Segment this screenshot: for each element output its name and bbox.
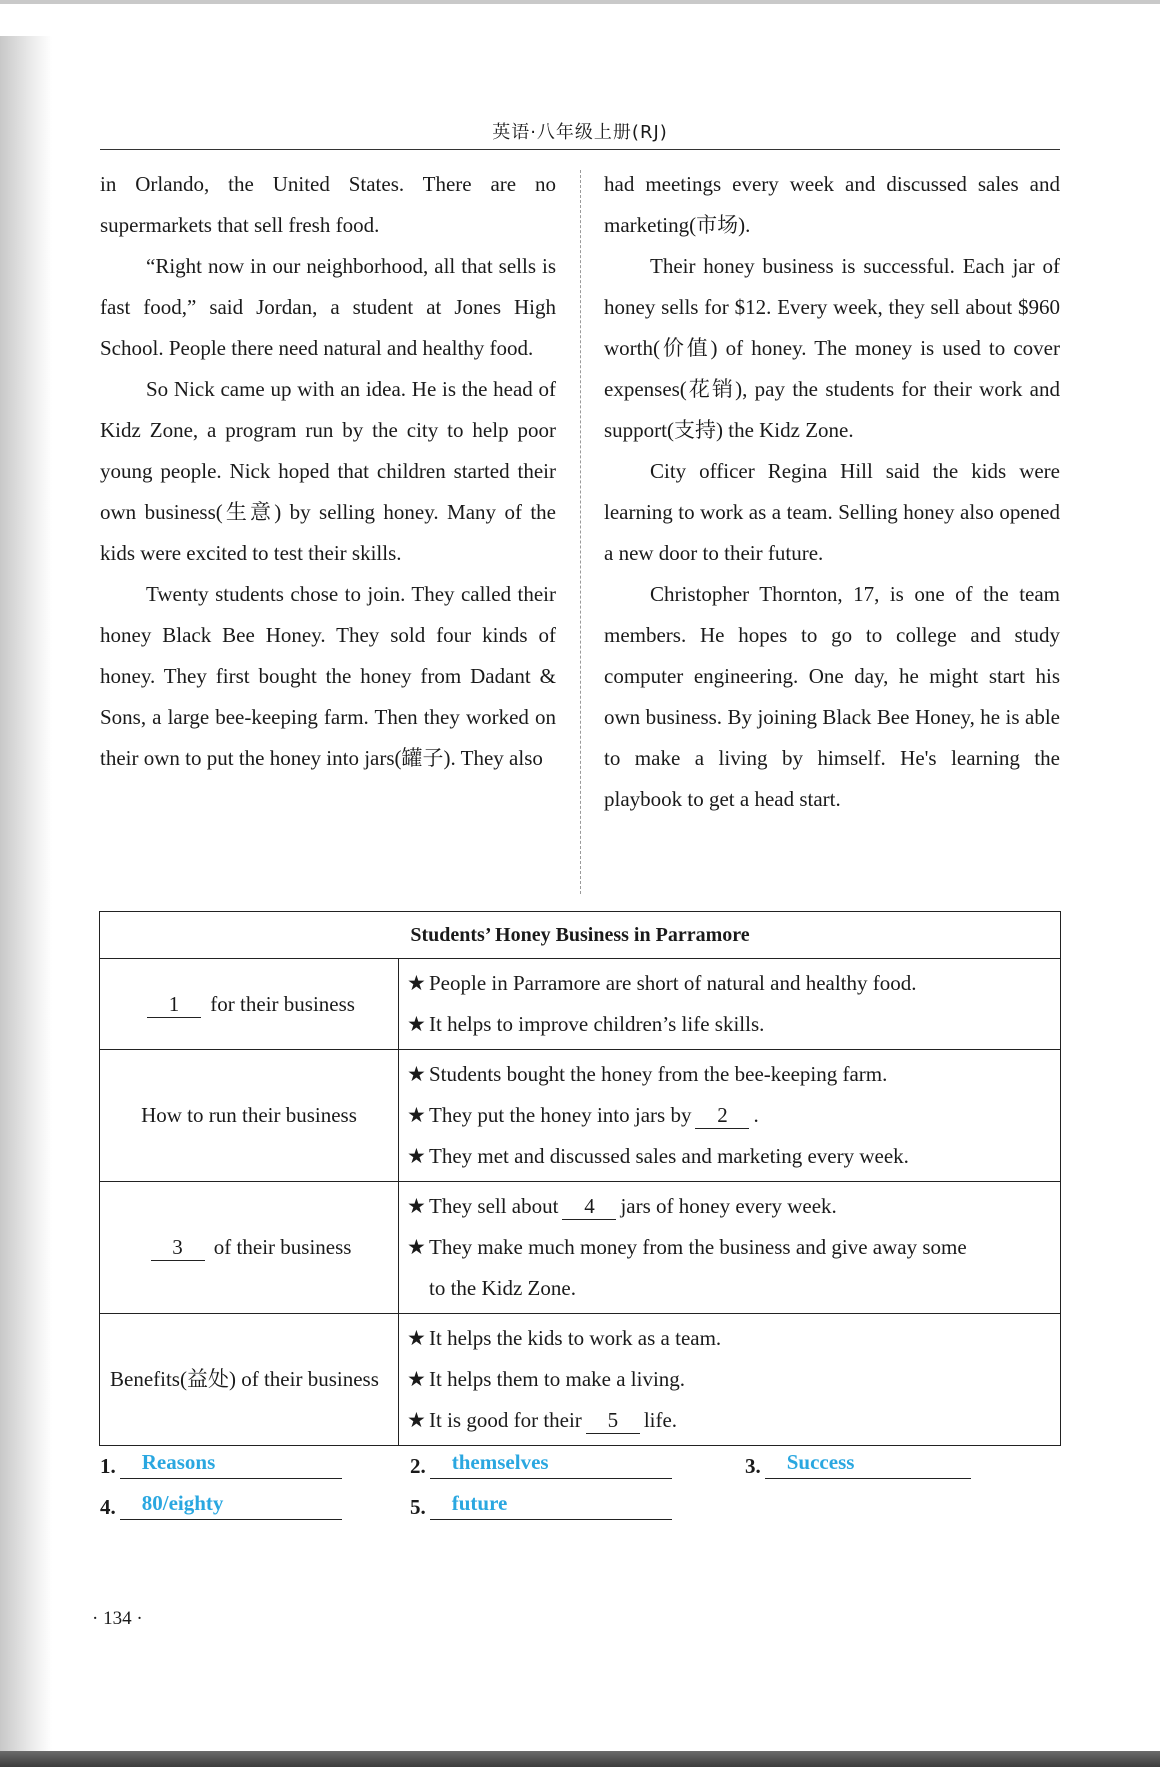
star-icon: ★ (407, 1062, 426, 1086)
blank-3: 3 (151, 1234, 205, 1261)
row-content (399, 959, 1061, 1050)
list-item: ★ It helps the kids to work as a team. (407, 1318, 1052, 1359)
row-label-text: for their business (210, 991, 355, 1016)
answer-4: 4. 80/eighty (100, 1491, 342, 1520)
star-icon: ★ (407, 1408, 426, 1432)
star-icon: ★ (407, 1012, 426, 1036)
table-row (100, 959, 1061, 1050)
row-label-text: of their business (213, 1235, 352, 1259)
star-icon: ★ (407, 1103, 426, 1127)
blank-4: 4 (562, 1193, 616, 1220)
page-number: · 134 · (92, 1608, 143, 1629)
row-label: Benefits(益处) of their business (100, 1314, 399, 1446)
paragraph: in Orlando, the United States. There are no supermarkets that sell fresh food. (100, 172, 556, 237)
answer-5: 5. future (410, 1491, 672, 1520)
row-content (399, 1182, 1061, 1314)
answer-text: Success (765, 1450, 971, 1479)
list-item-continuation: to the Kidz Zone. (429, 1276, 576, 1300)
star-icon: ★ (407, 1194, 426, 1218)
top-edge (0, 0, 1160, 4)
answer-3: 3. Success (745, 1450, 971, 1479)
star-icon: ★ (407, 971, 426, 995)
blank-5: 5 (586, 1407, 640, 1434)
list-item: ★ They put the honey into jars by 2 . (407, 1095, 1052, 1136)
table-row (100, 1050, 1061, 1182)
paragraph: Twenty students chose to join. They called their honey Black Bee Honey. They sold four kinds of honey. They first bought the honey from Dadant & Sons, a large bee-keeping farm. Then they worked on their own to put the honey into jars(罐子). They also (100, 582, 556, 770)
row-label (100, 959, 399, 1050)
star-icon: ★ (407, 1326, 426, 1350)
table-row (100, 1314, 1061, 1446)
left-column (100, 164, 556, 779)
blank-1: 1 (147, 991, 201, 1018)
answer-text: Reasons (120, 1450, 342, 1479)
table-row (100, 1182, 1061, 1314)
running-head: 英语·八年级上册(RJ) (492, 122, 668, 143)
answer-text: future (430, 1491, 672, 1520)
page-shadow (0, 36, 52, 1751)
list-item: ★ Students bought the honey from the bee-keeping farm. (407, 1054, 1052, 1095)
blank-2: 2 (695, 1102, 749, 1129)
answer-1: 1. Reasons (100, 1450, 342, 1479)
list-item: ★ They make much money from the business and give away some (407, 1227, 1052, 1268)
list-item: ★ People in Parramore are short of natural and healthy food. (407, 963, 1052, 1004)
star-icon: ★ (407, 1367, 426, 1391)
column-divider (580, 170, 581, 894)
bottom-edge (0, 1751, 1160, 1767)
list-item: ★ It is good for their 5 life. (407, 1400, 1052, 1441)
paragraph: So Nick came up with an idea. He is the head of Kidz Zone, a program run by the city to help poor young people. Nick hoped that children started their own business(生意) by selling honey. Many of the kids were excited to test their skills. (100, 377, 556, 565)
answer-text: 80/eighty (120, 1491, 342, 1520)
list-item: ★ They sell about 4 jars of honey every week. (407, 1186, 1052, 1227)
paragraph: “Right now in our neighborhood, all that sells is fast food,” said Jordan, a student at Jones High School. People there need natural and healthy food. (100, 254, 556, 360)
paragraph: Christopher Thornton, 17, is one of the team members. He hopes to go to college and study computer engineering. One day, he might start his own business. By joining Black Bee Honey, he is able to make a living by himself. He's learning the playbook to get a head start. (604, 582, 1060, 811)
paragraph: City officer Regina Hill said the kids were learning to work as a team. Selling honey also opened a new door to their future. (604, 459, 1060, 565)
row-label: How to run their business (100, 1050, 399, 1182)
answer-text: themselves (430, 1450, 672, 1479)
summary-table (99, 911, 1061, 1446)
paragraph: had meetings every week and discussed sales and marketing(市场). (604, 172, 1060, 237)
row-content (399, 1314, 1061, 1446)
row-label (100, 1182, 399, 1314)
right-column (604, 164, 1060, 820)
row-content (399, 1050, 1061, 1182)
table-title: Students’ Honey Business in Parramore (100, 912, 1061, 959)
answer-2: 2. themselves (410, 1450, 672, 1479)
list-item: ★ It helps them to make a living. (407, 1359, 1052, 1400)
star-icon: ★ (407, 1235, 426, 1259)
star-icon: ★ (407, 1144, 426, 1168)
paragraph: Their honey business is successful. Each jar of honey sells for $12. Every week, they sell about $960 worth(价值) of honey. The money is used to cover expenses(花销), pay the students for their work and support(支持) the Kidz Zone. (604, 254, 1060, 442)
header-rule (100, 149, 1060, 150)
list-item: ★ They met and discussed sales and marketing every week. (407, 1136, 1052, 1177)
list-item: ★ It helps to improve children’s life skills. (407, 1004, 1052, 1045)
